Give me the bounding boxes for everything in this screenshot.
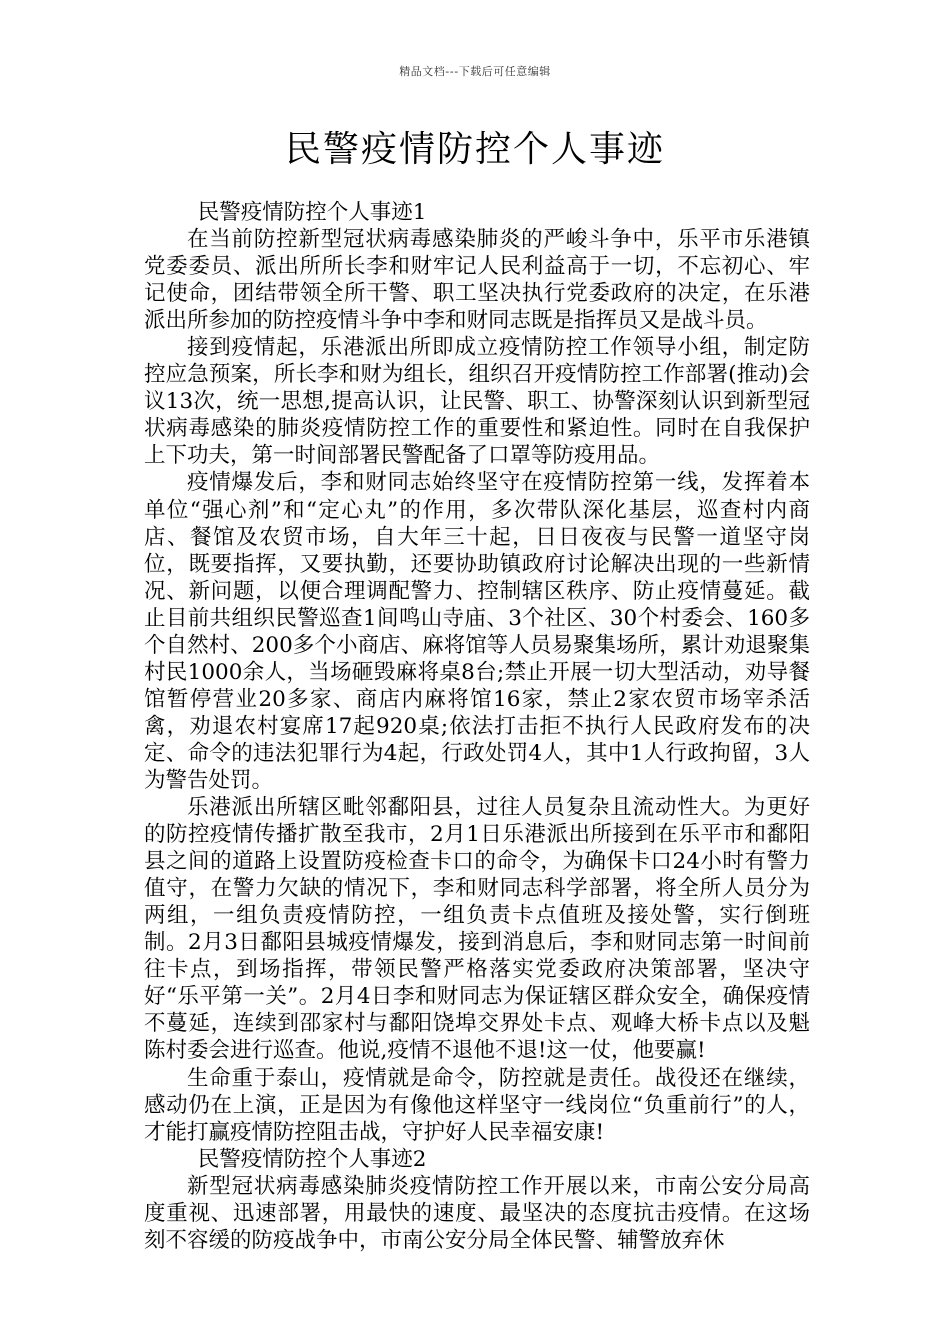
document-body bbox=[144, 199, 810, 1254]
paragraph: 接到疫情起，乐港派出所即成立疫情防控工作领导小组，制定防控应急预案，所长李和财为组长，组织召开疫情防控工作部署(推动)会议13次，统一思想,提高认识，让民警、职工、协警深刻认识到新型冠状病毒感染的肺炎疫情防控工作的重要性和紧迫性。同时在自我保护上下功夫，第一时间部署民警配备了口罩等防疫用品。 bbox=[144, 335, 810, 469]
document-title: 民警疫情防控个人事迹 bbox=[284, 129, 665, 170]
paragraph: 疫情爆发后，李和财同志始终坚守在疫情防控第一线，发挥着本单位“强心剂”和“定心丸”的作用，多次带队深化基层，巡查村内商店、餐馆及农贸市场，自大年三十起，日日夜夜与民警一道坚守岗位，既要指挥，又要执勤，还要协助镇政府讨论解决出现的一些新情况、新问题，以便合理调配警力、控制辖区秩序、防止疫情蔓延。截止目前共组织民警巡查1间鸣山寺庙、3个社区、30个村委会、160多个自然村、200多个小商店、麻将馆等人员易聚集场所，累计劝退聚集村民1000余人，当场砸毁麻将桌8台;禁止开展一切大型活动，劝导餐馆暂停营业20多家、商店内麻将馆16家，禁止2家农贸市场宰杀活禽，劝退农村宴席17起920桌;依法打击拒不执行人民政府发布的决定、命令的违法犯罪行为4起，行政处罚4人，其中1人行政拘留，3人为警告处罚。 bbox=[144, 470, 810, 793]
paragraph: 在当前防控新型冠状病毒感染肺炎的严峻斗争中，乐平市乐港镇党委委员、派出所所长李和财牢记人民利益高于一切，不忘初心、牢记使命，团结带领全所干警、职工坚决执行党委政府的决定，在乐港派出所参加的防控疫情斗争中李和财同志既是指挥员又是战斗员。 bbox=[144, 227, 810, 334]
paragraph: 生命重于泰山，疫情就是命令，防控就是责任。战役还在继续，感动仍在上演，正是因为有像他这样坚守一线岗位“负重前行”的人，才能打赢疫情防控阻击战，守护好人民幸福安康! bbox=[144, 1065, 810, 1145]
header-note: 精品文档---下载后可任意编辑 bbox=[399, 65, 551, 78]
section-heading: 民警疫情防控个人事迹2 bbox=[197, 1146, 427, 1172]
paragraph: 乐港派出所辖区毗邻鄱阳县，过往人员复杂且流动性大。为更好的防控疫情传播扩散至我市，2月1日乐港派出所接到在乐平市和鄱阳县之间的道路上设置防疫检查卡口的命令，为确保卡口24小时有警力值守，在警力欠缺的情况下，李和财同志科学部署，将全所人员分为两组，一组负责疫情防控，一组负责卡点值班及接处警，实行倒班制。2月3日鄱阳县城疫情爆发，接到消息后，李和财同志第一时间前往卡点，到场指挥，带领民警严格落实党委政府决策部署，坚决守好“乐平第一关”。2月4日李和财同志为保证辖区群众安全，确保疫情不蔓延，连续到邵家村与鄱阳饶埠交界处卡点、观峰大桥卡点以及魁陈村委会进行巡查。他说,疫情不退他不退!这一仗，他要赢! bbox=[144, 795, 810, 1064]
section-heading: 民警疫情防控个人事迹1 bbox=[197, 200, 427, 225]
paragraph: 新型冠状病毒感染肺炎疫情防控工作开展以来，市南公安分局高度重视、迅速部署，用最快的速度、最坚决的态度抗击疫情。在这场刻不容缓的防疫战争中，市南公安分局全体民警、辅警放弃休 bbox=[144, 1173, 810, 1253]
